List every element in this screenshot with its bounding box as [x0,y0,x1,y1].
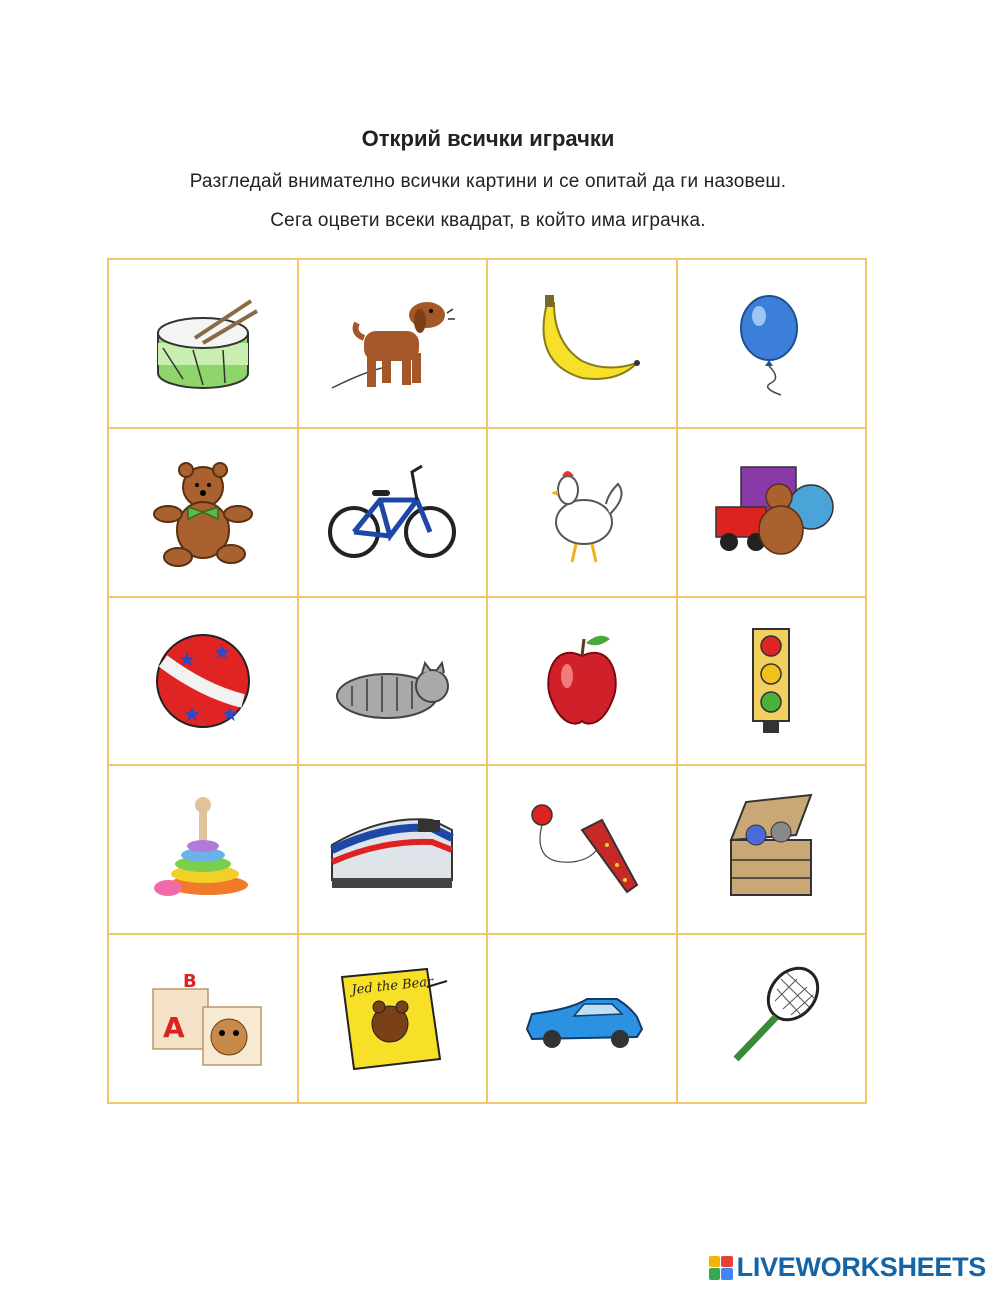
toy-pile-icon [701,452,841,572]
grid-cell-abc-blocks[interactable] [108,934,298,1103]
svg-text:★: ★ [212,639,231,664]
grid-cell-traffic-light[interactable] [677,597,867,766]
branding [709,1252,986,1283]
grid-cell-toy-box[interactable] [677,765,867,934]
page-title: Открий всички играчки [361,126,615,151]
teddy-bear-icon [133,452,273,572]
chicken-icon [512,452,652,572]
grid-cell-cup-and-ball[interactable] [487,765,677,934]
train-icon [322,790,462,910]
drum-icon [133,283,273,403]
grid-cell-bicycle[interactable] [298,428,488,597]
stacking-rings-icon [133,790,273,910]
book-title: Jed the Bear [351,974,435,998]
grid-cell-dog[interactable] [298,259,488,428]
block-letter-b: B [182,970,197,992]
grid-cell-banana[interactable] [487,259,677,428]
book-icon [322,959,462,1079]
grid-cell-toy-pile[interactable] [677,428,867,597]
svg-text:★: ★ [182,701,201,726]
toy-box-icon [701,790,841,910]
car-icon [512,959,652,1079]
bicycle-icon [322,452,462,572]
dog-icon [322,283,462,403]
block-letter-a: A [162,1010,185,1044]
instruction-line-1: Разгледай внимателно всички картини и се опитай да ги назовеш. [189,171,787,192]
cat-icon [322,621,462,741]
instruction-line-2: Сега оцвети всеки квадрат, в който има играчка. [270,210,706,231]
abc-blocks-icon [133,959,273,1079]
grid-cell-apple[interactable] [487,597,677,766]
grid-cell-book[interactable] [298,934,488,1103]
grid-cell-train[interactable] [298,765,488,934]
grid-cell-balloon[interactable] [677,259,867,428]
traffic-light-icon [701,621,841,741]
picture-grid [107,258,867,1104]
svg-text:★: ★ [177,646,196,671]
grid-cell-chicken[interactable] [487,428,677,597]
grid-cell-teddy-bear[interactable] [108,428,298,597]
grid-cell-ball[interactable] [108,597,298,766]
ball-icon [133,621,273,741]
banana-icon [512,283,652,403]
grid-cell-cat[interactable] [298,597,488,766]
svg-text:★: ★ [220,701,239,726]
grid-cell-drum[interactable] [108,259,298,428]
grid-cell-tennis-racket[interactable] [677,934,867,1103]
grid-cell-stacking-rings[interactable] [108,765,298,934]
liveworksheets-logo-icon [709,1256,733,1280]
apple-icon [512,621,652,741]
brand-name: LIVEWORKSHEETS [736,1252,986,1282]
tennis-racket-icon [701,959,841,1079]
balloon-icon [701,283,841,403]
grid-cell-car[interactable] [487,934,677,1103]
cup-and-ball-icon [512,790,652,910]
